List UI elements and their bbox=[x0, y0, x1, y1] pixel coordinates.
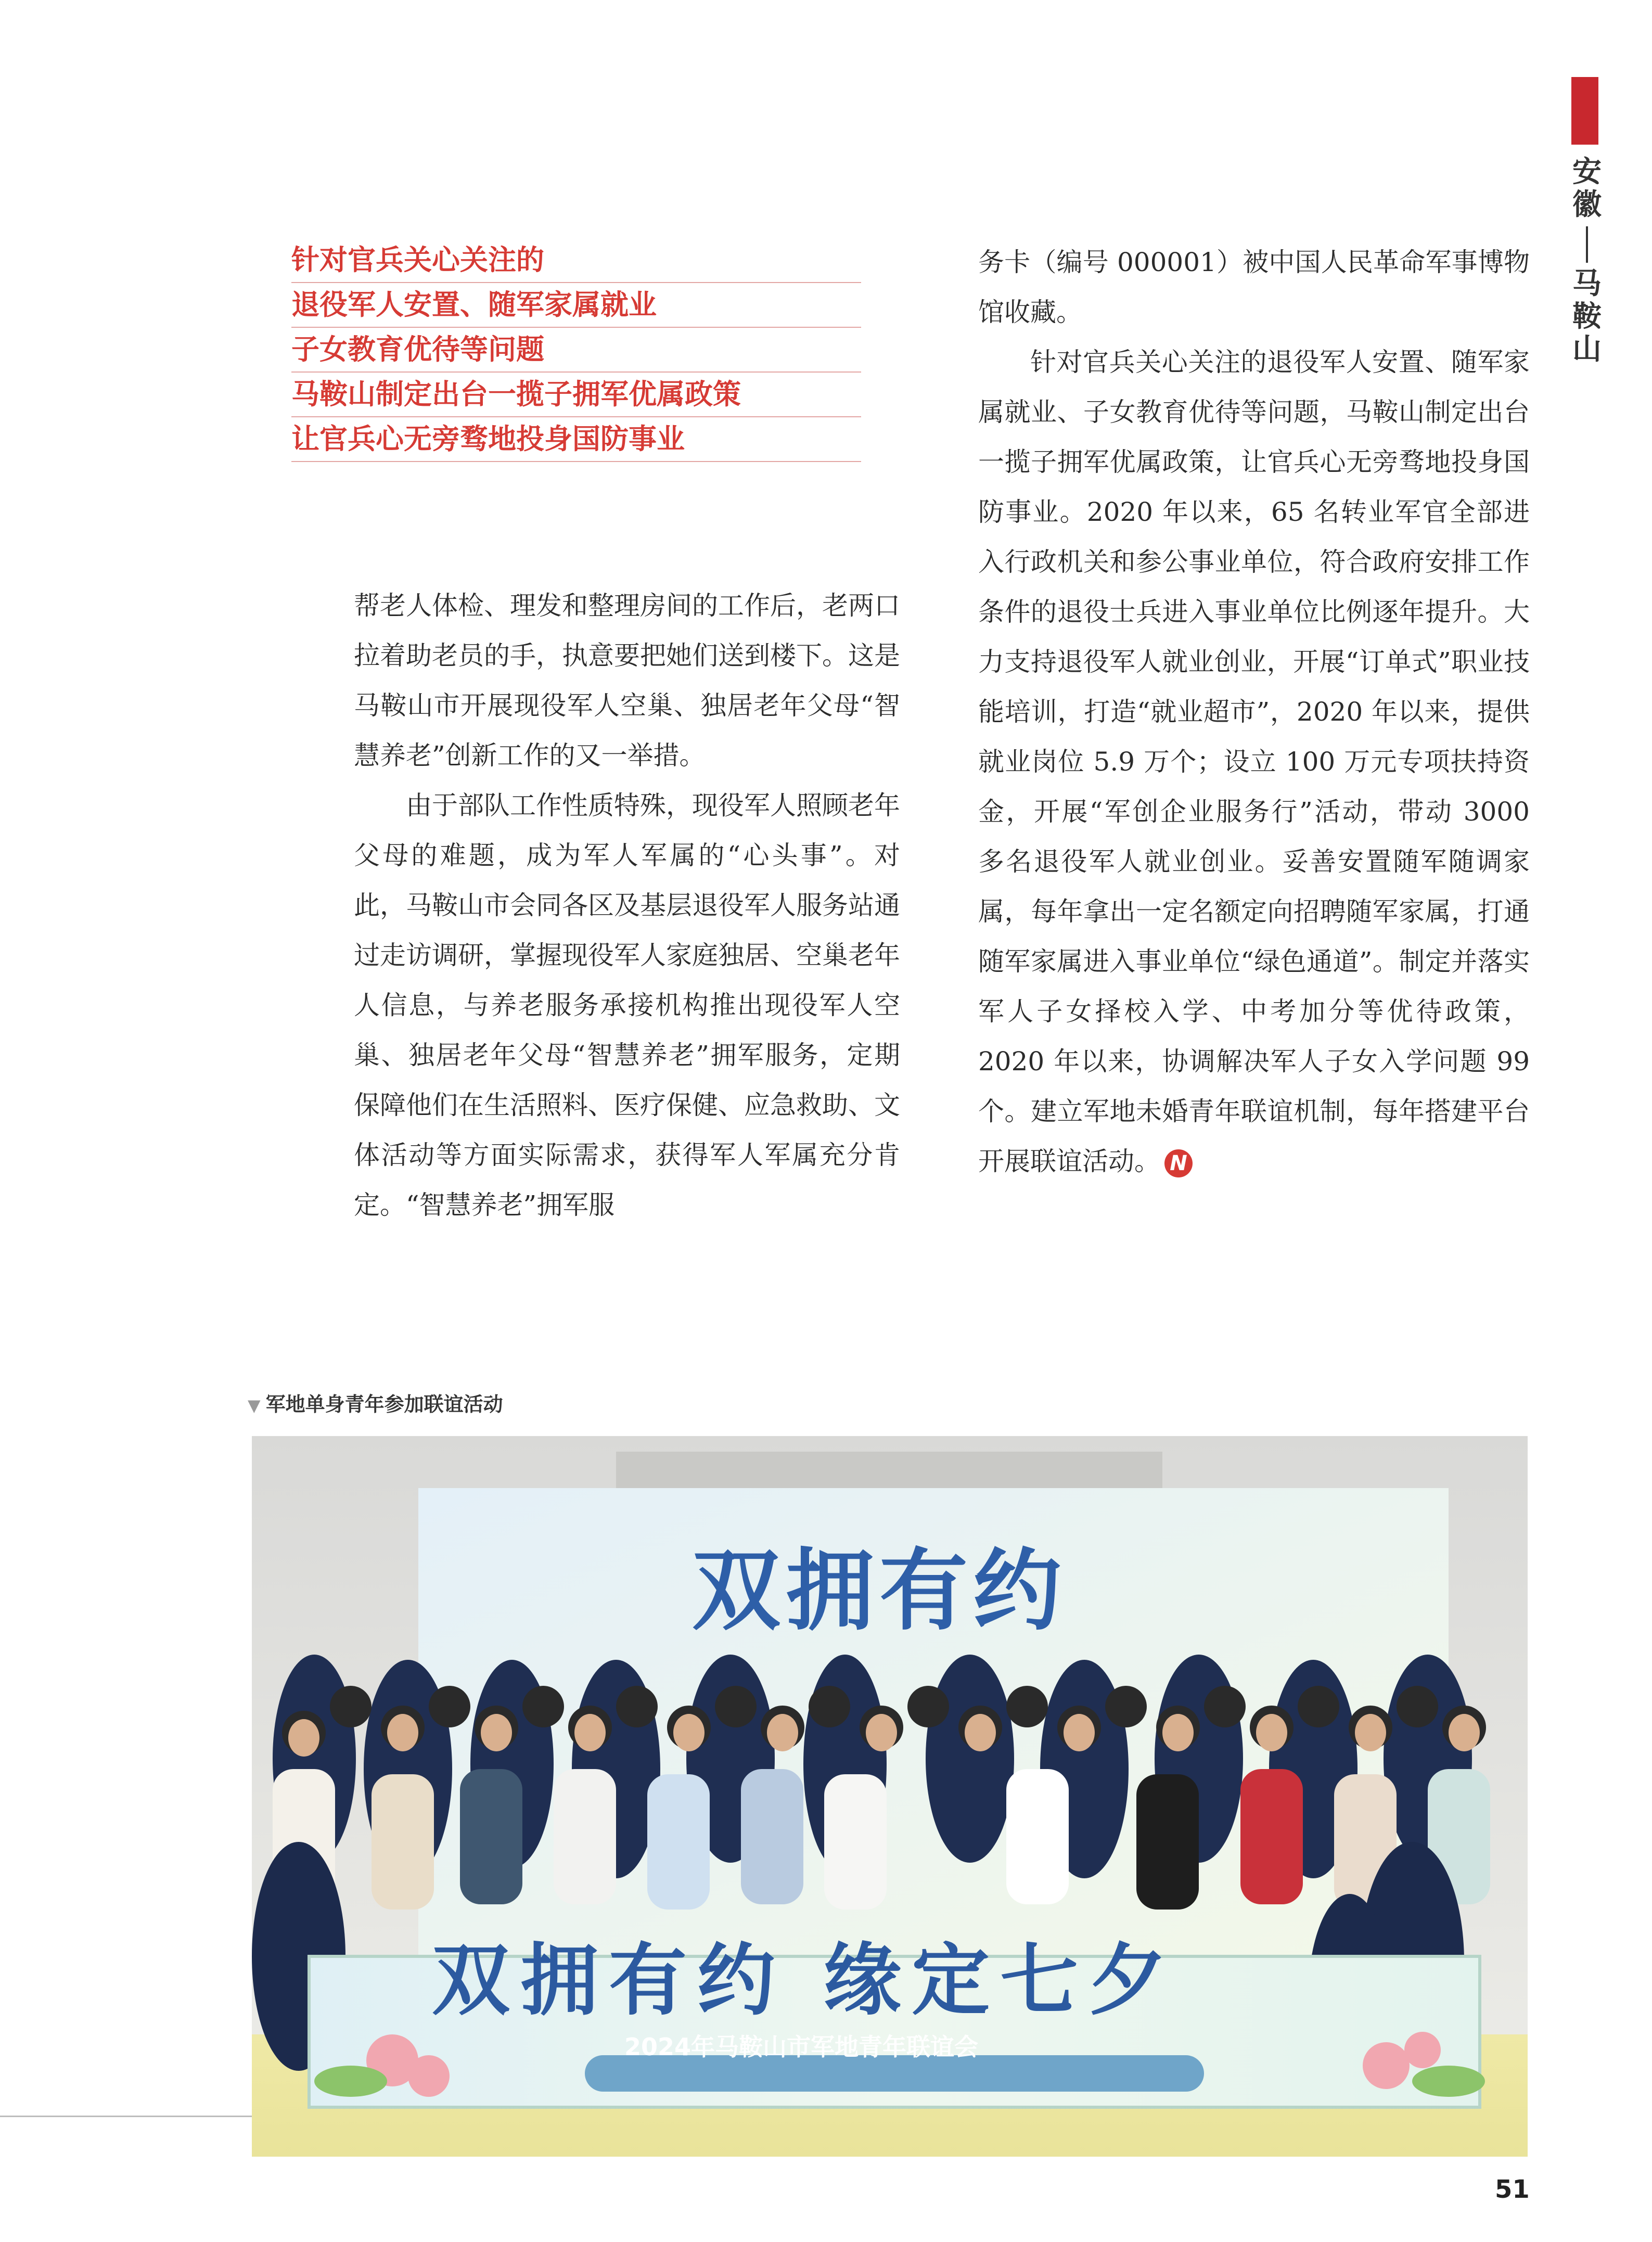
section-province: 安徽 bbox=[1572, 155, 1602, 222]
end-mark-icon: N bbox=[1164, 1149, 1193, 1177]
banner-subtitle: 2024年马鞍山市军地青年联谊会 bbox=[624, 2033, 979, 2061]
paragraph: 由于部队工作性质特殊，现役军人照顾老年父母的难题，成为军人军属的“心头事”。对此，马鞍山市会同各区及基层退役军人服务站通过走访调研，掌握现役军人家庭独居、空巢老年人信息，与养老服务承接机构推出现役军人空巢、独居老年父母“智慧养老”拥军服务，定期保障他们在生活照料、医疗保健、应急救助、文体活动等方面实际需求，获得军人军属充分肯定。“智慧养老”拥军服 bbox=[354, 790, 900, 1220]
paragraph-text: 针对官兵关心关注的退役军人安置、随军家属就业、子女教育优待等问题，马鞍山制定出台一揽子拥军优属政策，让官兵心无旁骛地投身国防事业。2020 年以来，65 名转业军官全部进入行政机关和参公事业单位，符合政府安排工作条件的退役士兵进入事业单位比例逐年提升。大力支持退役军人就业创业，开展“订单式”职业技能培训，打造“就业超市”，2020 年以来，提供就业岗位 5.9 万个；设立 100 万元专项扶持资金，开展“军创企业服务行”活动，带动 3000 多名退役军人就业创业。妥善安置随军随调家属，每年拿出一定名额定向招聘随军家属，打通随军家属进入事业单位“绿色通道”。制定并落实军人子女择校入学、中考加分等优待政策，2020 年以来，协调解决军人子女入学问题 99 个。建立军地未婚青年联谊机制，每年搭建平台开展联谊活动。 bbox=[978, 347, 1530, 1176]
pullquote-line: 退役军人安置、随军家属就业 bbox=[291, 283, 861, 328]
footer-rule bbox=[0, 2116, 252, 2117]
pullquote-line: 子女教育优待等问题 bbox=[291, 328, 861, 373]
caption-triangle-icon: ▼ bbox=[248, 1395, 261, 1415]
section-separator bbox=[1586, 226, 1588, 263]
pullquote-line: 让官兵心无旁骛地投身国防事业 bbox=[291, 417, 861, 462]
pullquote bbox=[291, 238, 861, 462]
backdrop-slogan: 双拥有约 bbox=[692, 1540, 1067, 1643]
paragraph bbox=[978, 337, 1530, 1186]
article-column-right bbox=[978, 237, 1530, 1186]
pullquote-line: 针对官兵关心关注的 bbox=[291, 238, 861, 283]
banner-title: 双拥有约 缘定七夕 bbox=[432, 1936, 1177, 2026]
paragraph: 帮老人体检、理发和整理房间的工作后，老两口拉着助老员的手，执意要把她们送到楼下。这是马鞍山市开展现役军人空巢、独居老年父母“智慧养老”创新工作的又一举措。 bbox=[354, 591, 900, 771]
article-column-left bbox=[354, 581, 900, 1230]
paragraph: 务卡（编号 000001）被中国人民革命军事博物馆收藏。 bbox=[978, 247, 1530, 327]
section-color-bar bbox=[1571, 77, 1598, 145]
pullquote-line: 马鞍山制定出台一揽子拥军优属政策 bbox=[291, 373, 861, 417]
caption-text: 军地单身青年参加联谊活动 bbox=[265, 1393, 503, 1416]
section-label bbox=[1569, 156, 1605, 366]
page-number: 51 bbox=[1495, 2175, 1530, 2204]
section-city: 马鞍山 bbox=[1572, 267, 1602, 366]
photo-caption bbox=[248, 1388, 503, 1417]
